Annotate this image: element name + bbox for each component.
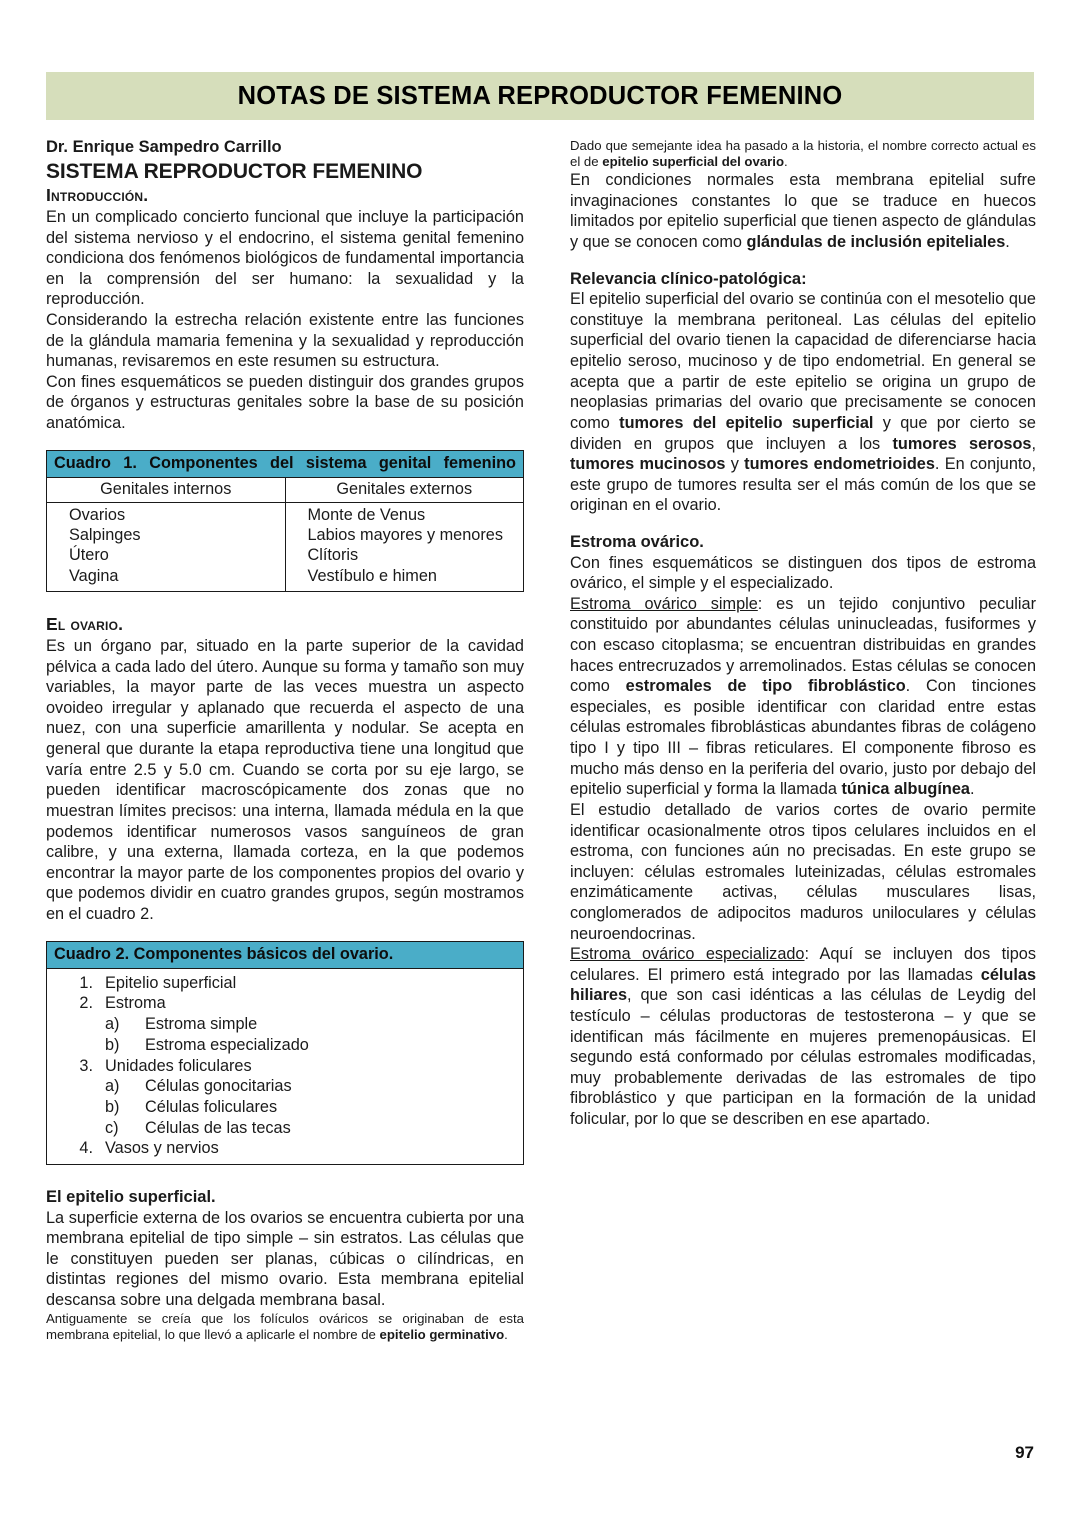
text-c: . [969,780,975,799]
text-b: , que son casi idénticas a las células de Leydig del testículo – células productoras de testosterona – y que se identifican más fácilmente en mujeres premenopáusicas. El segundo está conformado por células estromales modificadas, muy probablemente derivadas de las estromales de tipo fibroblástico y que participan en la formación de la unidad folicular, por lo que se describen en ese apartado. [570,986,1036,1129]
list-item: Útero [69,546,109,565]
text-f: . En conjunto, este grupo de tumores resulta ser el más común de los que se originan en el ovario. [570,455,1036,515]
fine-text-a: Antiguamente se creía que los folículos ováricos se originaban de esta membrana epitelial, lo que llevó a aplicarle el nombre de [46,1310,524,1342]
paragraph-right-1 [570,170,1036,252]
cuadro-1-body-row [47,502,524,591]
document-title: SISTEMA REPRODUCTOR FEMENINO [46,159,423,183]
text-bold-1: tumores del epitelio superficial [619,413,874,432]
list-item [53,1035,517,1056]
list-item-label: Estroma especializado [145,1035,309,1054]
list-item-label: Células gonocitarias [145,1077,292,1096]
paragraph-relevancia [570,289,1036,516]
cuadro-1-col-header-0: Genitales internos [47,477,286,502]
heading-introduccion: Introducción. [46,184,149,205]
paragraph-intro-2: Considerando la estrecha relación existente entre las funciones de la glándula mamaria femenina y la sexualidad y reproducción humanas, revisaremos en este resumen su estructura. [46,311,524,371]
list-item-label: Estroma [105,994,166,1013]
cuadro-1-internal-cell [47,502,286,591]
text-d: , [1031,434,1036,453]
list-item [53,993,517,1014]
cuadro-2-table [46,941,524,1165]
list-item [53,1097,517,1118]
fine-text-a: Dado que semejante idea ha pasado a la historia, el nombre correcto actual es el de [570,138,1036,170]
text-a: : Aquí se incluyen dos tipos celulares. El primero está integrado por las llamadas [570,945,1037,984]
fine-text-b: . [784,154,788,170]
list-item [53,1014,517,1035]
fine-text-bold: epitelio superficial del ovario [602,154,785,170]
text-c: y que por cierto se dividen en grupos que incluyen a los [570,413,1036,453]
text-e: y [725,455,745,474]
text-bold: glándulas de inclusión epiteliales [746,233,1006,252]
list-item-label: Vasos y nervios [105,1139,219,1158]
list-item [53,1076,517,1097]
list-item-marker: b) [105,1097,120,1116]
cuadro-1-caption: Cuadro 1. Componentes del sistema genital femenino [47,450,524,477]
list-item-marker: 4. [79,1139,93,1158]
text-bold: células hiliares [570,965,1036,1005]
cuadro-2-body-cell [47,968,524,1164]
cuadro-1-caption-row [47,450,524,477]
text-b: . Con tinciones especiales, es posible identificar con claridad entre estas células estromales fibroblásticas abundantes fibras de colágeno tipo I y tipo III – fibras reticulares. El componente fibroso es mucho más denso en la periferia del ovario, justo por debajo del epitelio superficial y forma la llamada [570,677,1036,799]
cuadro-1-column-headers [47,477,524,502]
label-estroma-especializado: Estroma ovárico especializado [570,945,805,964]
paragraph-estroma-2: El estudio detallado de varios cortes de ovario permite identificar ocasionalmente otros tipos celulares incluidos en el estroma, con funciones aún no precisadas. En este grupo se incluyen: células estromales luteinizadas, células estromales enzimáticamente activas, células musculares lisas, conglomerados de adipocitos maduros uniloculares y células neuroendocrinas. [570,800,1036,943]
list-item-marker: 2. [79,994,93,1013]
list-item: Vagina [69,566,119,585]
page-title: NOTAS DE SISTEMA REPRODUCTOR FEMENINO [237,81,843,110]
list-item: Labios mayores y menores [307,526,503,545]
label-estroma-simple: Estroma ovárico simple [570,594,758,613]
list-item-label: Epitelio superficial [105,973,237,992]
list-item: Salpinges [69,526,141,545]
list-item-marker: 3. [79,1056,93,1075]
page-number: 97 [1015,1443,1034,1462]
heading-relevancia: Relevancia clínico-patológica: [570,269,807,288]
list-item [53,1118,517,1139]
list-item-label: Células foliculares [145,1097,278,1116]
paragraph-ovario-1: Es un órgano par, situado en la parte superior de la cavidad pélvica a cada lado del útero. Aunque su forma y tamaño son muy variables, la mayor parte de las veces muestra un aspecto ovoideo irregular y aplanado que recuerda el aspecto de una nuez, con una superficie amarillenta y nodular. Se acepta en general que durante la etapa reproductiva tiene una longitud que varía entre 2.5 y 5.0 cm. Cuando se corta por su eje largo, se pueden identificar macroscópicamente dos zonas que no muestran límites precisos: una interna, llamada médula en la que podemos identificar numerosos vasos sanguíneos de gran calibre, y una externa, llamada corteza, en la que podemos encontrar la mayor parte de los componentes propios del ovario y que podemos dividir en cuatro grandes grupos, según mostramos en el cuadro 2. [46,637,524,923]
paragraph-intro-1: En un complicado concierto funcional que incluye la participación del sistema nervioso y el endocrino, el sistema genital femenino condiciona dos fenómenos biológicos de fundamental importancia en la comprensión del ser humano: la sexualidad y la reproducción. [46,207,524,309]
paragraph-right-fine [570,138,1036,170]
right-column [570,138,1036,1130]
paragraph-epitelio-1: La superficie externa de los ovarios se encuentra cubierta por una membrana epitelial de tipo simple – sin estratos. Las células que le constituyen pueden ser planas, cúbicas o cilíndricas, en distintas regiones del mismo ovario. Esta membrana epitelial descansa sobre una delgada membrana basal. [46,1208,524,1310]
list-item [53,1138,517,1159]
fine-text-b: . [504,1326,508,1342]
list-item [53,1056,517,1077]
paragraph-epitelio-fine [46,1311,524,1343]
paragraph-intro-3: Con fines esquemáticos se pueden distinguir dos grandes grupos de órganos y estructuras genitales sobre la base de su posición anatómica. [46,372,524,433]
heading-el-ovario: El ovario. [46,614,124,635]
text-a: : es un tejido conjuntivo peculiar constituido por abundantes células uninucleadas, fusiformes y con escaso citoplasma; se encuentran distribuidas en grandes haces entrecruzados y arremolinados. Estas células se conocen como [570,594,1036,696]
list-item-marker: a) [105,1015,120,1034]
list-item [53,973,517,994]
text-bold-1: estromales de tipo fibroblástico [625,677,906,696]
list-item: Clítoris [307,546,359,565]
heading-estroma-ovarico: Estroma ovárico. [570,532,704,551]
paragraph-estroma-especializado [570,944,1036,1129]
left-column [46,138,524,1343]
cuadro-2-caption-row [47,941,524,968]
list-item: Monte de Venus [307,505,426,524]
cuadro-2-caption: Cuadro 2. Componentes básicos del ovario. [47,941,524,968]
text-b: . [1005,233,1010,252]
cuadro-2-list [53,973,517,1159]
cuadro-1-table [46,450,524,592]
cuadro-1-external-cell [285,502,524,591]
list-item-marker: a) [105,1077,120,1096]
paragraph-estroma-simple [570,594,1036,800]
list-item-label: Células de las tecas [145,1118,291,1137]
fine-text-bold: epitelio germinativo [379,1326,505,1342]
text-bold-3: tumores mucinosos [570,455,726,474]
text-bold-4: tumores endometrioides [744,455,935,474]
author-byline: Dr. Enrique Sampedro Carrillo [46,138,282,156]
page-header-band [46,72,1034,120]
list-item-label: Estroma simple [145,1015,258,1034]
text-a: El epitelio superficial del ovario se continúa con el mesotelio que constituye la membrana peritoneal. Las células del epitelio superficial del ovario tienen la capacidad de diferenciarse hacia epitelio seroso, mucinoso y de tipo endometrial. En general se acepta que a partir de este epitelio se origina un grupo de neoplasias primarias del ovario que precisamente se conocen como [570,290,1036,432]
list-item: Ovarios [69,505,126,524]
heading-epitelio-superficial: El epitelio superficial. [46,1187,216,1206]
cuadro-1-col-header-1: Genitales externos [285,477,524,502]
text-bold-2: túnica albugínea [841,780,970,799]
text-a: En condiciones normales esta membrana epitelial sufre invaginaciones constantes lo que se traduce en huecos limitados por epitelio superficial que tienen aspecto de glándulas y que se conocen como [570,171,1036,252]
list-item-marker: b) [105,1035,120,1054]
list-item-marker: 1. [79,973,93,992]
text-bold-2: tumores serosos [892,434,1032,453]
paragraph-estroma-1: Con fines esquemáticos se distinguen dos tipos de estroma ovárico, el simple y el especializado. [570,553,1036,593]
list-item-marker: c) [105,1118,119,1137]
list-item: Vestíbulo e himen [307,566,437,585]
list-item-label: Unidades foliculares [105,1056,252,1075]
cuadro-2-body-row [47,968,524,1164]
